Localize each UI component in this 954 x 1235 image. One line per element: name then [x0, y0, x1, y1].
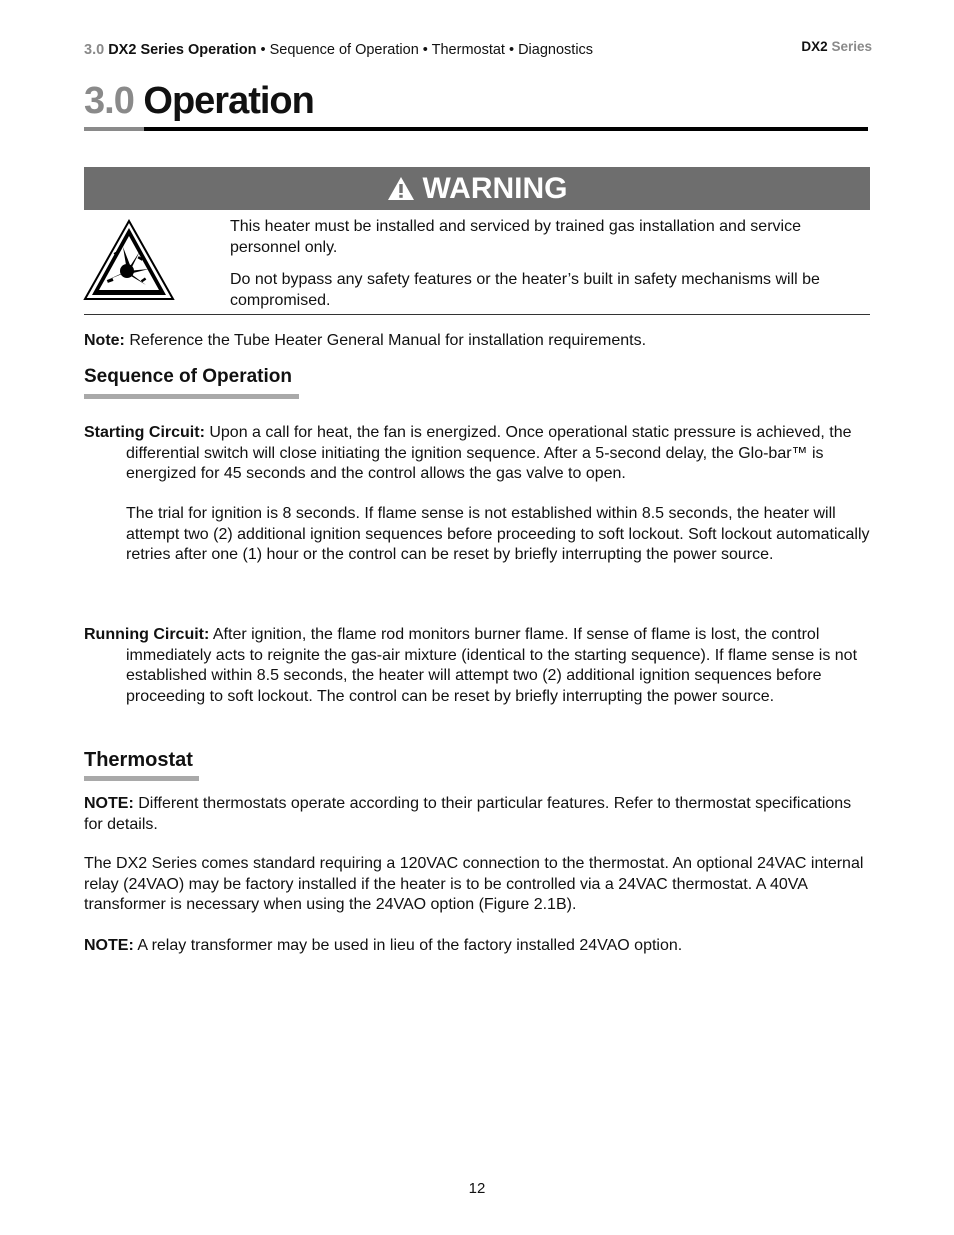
- thermostat-note-text: Different thermostats operate according to their particular features. Refer to thermostat specifications for details.: [84, 795, 852, 833]
- page-title-number: 3.0: [84, 80, 134, 122]
- explosion-hazard-icon: [83, 219, 175, 301]
- relay-note-text: A relay transformer may be used in lieu of the factory installed 24VAO option.: [133, 937, 683, 954]
- title-rule-accent: [84, 127, 144, 131]
- warning-label: WARNING: [422, 171, 568, 205]
- starting-circuit-text: Upon a call for heat, the fan is energized. Once operational static pressure is achieved, the differential switch will close initiating the ignition sequence. After a 5-second delay, the Glo-bar™ is energized for 45 seconds and the control allows the gas valve to open.: [126, 424, 852, 482]
- starting-circuit-label: Starting Circuit:: [84, 424, 205, 441]
- ignition-trial-paragraph: The trial for ignition is 8 seconds. If flame sense is not established within 8.5 seconds, the heater will attempt two (2) additional ignition sequences before proceeding to soft lockout. Soft lockout automatically retries after one (1) hour or the control can be reset by briefly interrupting the power source.: [126, 505, 870, 563]
- header-section-number: 3.0: [84, 42, 105, 58]
- install-note: [84, 331, 874, 352]
- thermostat-note: [84, 794, 874, 835]
- running-circuit-label: Running Circuit:: [84, 626, 210, 643]
- sequence-heading-rule: [84, 394, 299, 399]
- thermostat-note-label: NOTE:: [84, 795, 134, 812]
- thermostat-heading: Thermostat: [84, 749, 193, 771]
- warning-banner: [84, 167, 870, 210]
- warning-text-2: Do not bypass any safety features or the heater’s built in safety mechanisms will be compromised.: [230, 271, 820, 309]
- running-circuit-text: After ignition, the flame rod monitors burner flame. If sense of flame is lost, the control immediately acts to reignite the gas-air mixture (identical to the starting sequence). If flame sense is not established within 8.5 seconds, the heater will attempt two (2) additional ignition sequences before proceeding to soft lockout. The control can be reset by briefly interrupting the power source.: [126, 626, 858, 705]
- starting-circuit-paragraph: [84, 423, 874, 485]
- sequence-heading: Sequence of Operation: [84, 366, 292, 387]
- thermostat-heading-rule: [84, 776, 199, 781]
- header-breadcrumb: • Sequence of Operation • Thermostat • Diagnostics: [256, 42, 594, 58]
- header-section-title: DX2 Series Operation: [108, 42, 257, 58]
- install-note-label: Note:: [84, 332, 125, 349]
- page-title: [84, 80, 314, 123]
- title-rule: [84, 127, 868, 131]
- series-label: [801, 39, 872, 54]
- warning-triangle-icon: [387, 176, 415, 201]
- relay-note: [84, 936, 874, 957]
- page-number: 12: [468, 1180, 486, 1197]
- relay-note-label: NOTE:: [84, 937, 134, 954]
- install-note-text: Reference the Tube Heater General Manual for installation requirements.: [124, 332, 647, 349]
- thermostat-body: The DX2 Series comes standard requiring a 120VAC connection to the thermostat. An optional 24VAC internal relay (24VAO) may be factory installed if the heater is to be controlled via a 24VAC thermostat. A 40VA transformer is necessary when using the 24VAO option (Figure 2.1B).: [84, 855, 864, 913]
- warning-text-1: This heater must be installed and serviced by trained gas installation and service personnel only.: [230, 218, 801, 256]
- page-title-text: Operation: [143, 80, 314, 122]
- series-name: DX2: [801, 39, 828, 54]
- series-word: Series: [831, 39, 872, 54]
- running-header: [84, 42, 593, 58]
- warning-bottom-rule: [84, 314, 870, 315]
- running-circuit-paragraph: [84, 625, 874, 707]
